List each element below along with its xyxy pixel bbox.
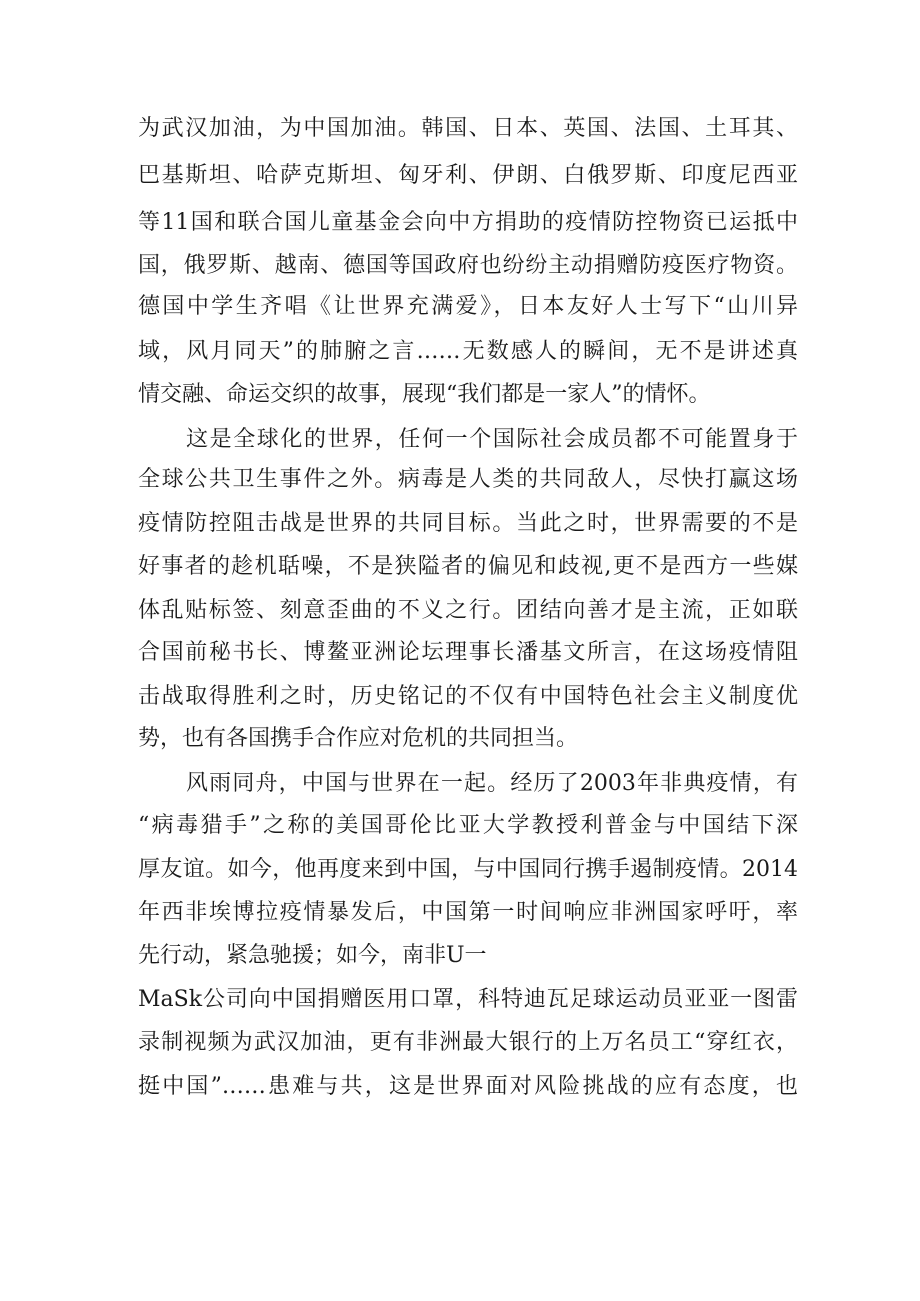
text-line: 国，俄罗斯、越南、德国等国政府也纷纷主动捐赠防疫医疗物资。 bbox=[138, 253, 798, 278]
text-line: 情交融、命运交织的故事，展现“我们都是一家人”的情怀。 bbox=[138, 382, 711, 407]
text-line: 势，也有各国携手合作应对危机的共同担当。 bbox=[138, 726, 579, 751]
paragraph-first-line: 风雨同舟，中国与世界在一起。经历了2003年非典疫情，有 bbox=[186, 771, 798, 796]
text-line: “病毒猎手”之称的美国哥伦比亚大学教授利普金与中国结下深 bbox=[138, 813, 798, 838]
text-line: 域，风月同天”的肺腑之言……无数感人的瞬间，无不是讲述真 bbox=[138, 339, 798, 364]
text-line: 击战取得胜利之时，历史铭记的不仅有中国特色社会主义制度优 bbox=[138, 684, 798, 709]
text-line: 先行动，紧急驰援；如今，南非U一 bbox=[138, 943, 487, 968]
text-line: 体乱贴标签、刻意歪曲的不义之行。团结向善才是主流，正如联 bbox=[138, 598, 798, 623]
text-line: 挺中国”……患难与共，这是世界面对风险挑战的应有态度，也 bbox=[138, 1074, 798, 1099]
text-line: MaSk公司向中国捐赠医用口罩，科特迪瓦足球运动员亚亚一图雷 bbox=[138, 987, 798, 1012]
text-line: 巴基斯坦、哈萨克斯坦、匈牙利、伊朗、白俄罗斯、印度尼西亚 bbox=[138, 163, 798, 188]
text-line: 年西非埃博拉疫情暴发后，中国第一时间响应非洲国家呼吁，率 bbox=[138, 900, 798, 925]
text-line: 录制视频为武汉加油，更有非洲最大银行的上万名员工“穿红衣， bbox=[138, 1030, 798, 1055]
text-line: 为武汉加油，为中国加油。韩国、日本、英国、法国、土耳其、 bbox=[138, 116, 798, 141]
text-line: 德国中学生齐唱《让世界充满爱》，日本友好人士写下“山川异 bbox=[138, 294, 798, 319]
text-line: 等11国和联合国儿童基金会向中方捐助的疫情防控物资已运抵中 bbox=[138, 210, 798, 235]
text-line: 全球公共卫生事件之外。病毒是人类的共同敌人，尽快打赢这场 bbox=[138, 467, 798, 492]
paragraph-first-line: 这是全球化的世界，任何一个国际社会成员都不可能置身于 bbox=[186, 427, 798, 452]
text-line: 好事者的趁机聒噪，不是狭隘者的偏见和歧视,更不是西方一些媒 bbox=[138, 554, 798, 579]
text-line: 厚友谊。如今，他再度来到中国，与中国同行携手遏制疫情。2014 bbox=[138, 857, 798, 882]
text-line: 疫情防控阻击战是世界的共同目标。当此之时，世界需要的不是 bbox=[138, 511, 798, 536]
text-line: 合国前秘书长、博鳌亚洲论坛理事长潘基文所言，在这场疫情阻 bbox=[138, 640, 798, 665]
